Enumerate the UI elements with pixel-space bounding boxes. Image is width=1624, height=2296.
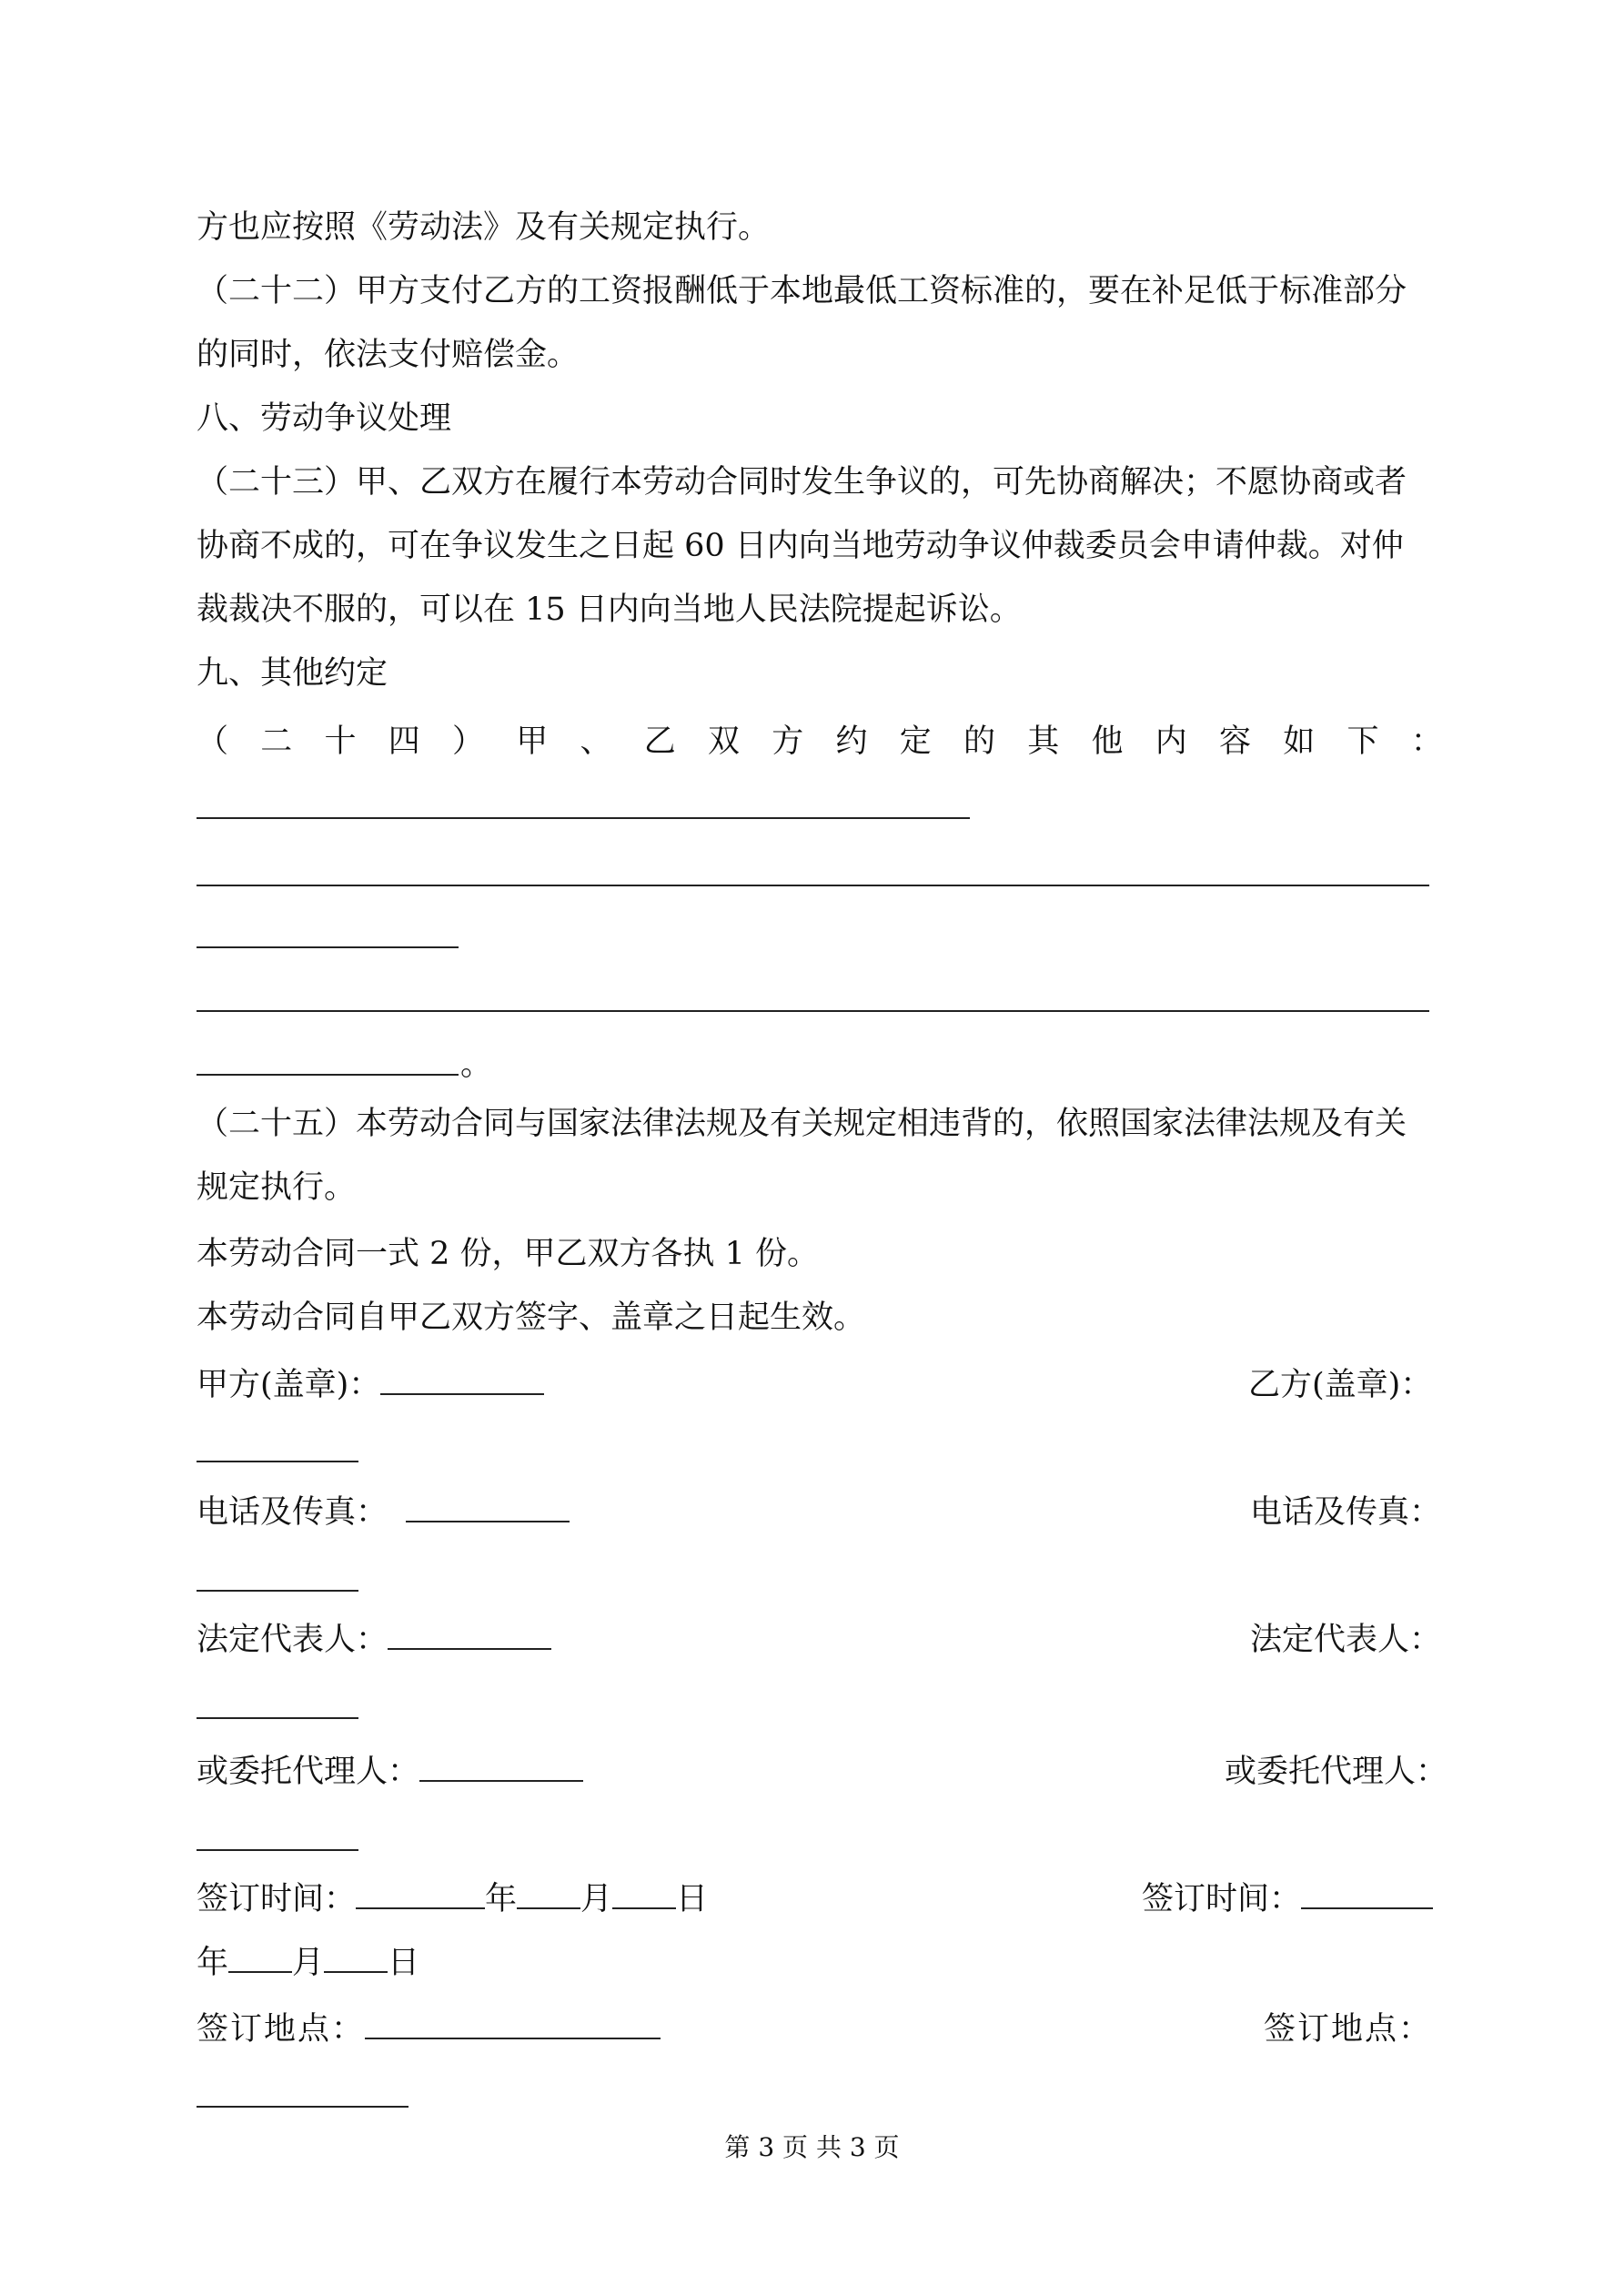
party-a-sign-place: 签订地点： bbox=[197, 2007, 661, 2052]
month-blank[interactable] bbox=[228, 1940, 292, 1973]
party-b-sign-date-cont: 年 月 日 bbox=[197, 1940, 419, 1986]
party-b-legal-rep-label: 法定代表人： bbox=[1250, 1622, 1442, 1658]
party-b-place-blank[interactable] bbox=[197, 2106, 409, 2108]
party-a-sign-date: 签订时间： 年 月 日 bbox=[197, 1876, 708, 1922]
clause-24-char: 四 bbox=[388, 723, 420, 760]
clause-22-line-1: （二十二）甲方支付乙方的工资报酬低于本地最低工资标准的，要在补足低于标准部分 bbox=[197, 273, 1407, 309]
party-a-agent-label: 或委托代理人： bbox=[197, 1749, 583, 1795]
party-b-seal-blank[interactable] bbox=[197, 1461, 358, 1462]
clause-23-line-1: （二十三）甲、乙双方在履行本劳动合同时发生争议的，可先协商解决；不愿协商或者 bbox=[197, 464, 1407, 501]
clause-24-char: 甲 bbox=[516, 723, 549, 760]
clause-24-char: 容 bbox=[1219, 723, 1252, 760]
clause-24-char: 方 bbox=[772, 723, 804, 760]
clause-24-char: 的 bbox=[963, 723, 996, 760]
party-b-sign-date: 签订时间： bbox=[1142, 1876, 1433, 1922]
party-b-phone-blank[interactable] bbox=[197, 1590, 358, 1592]
clause-24-char: 定 bbox=[899, 723, 932, 760]
party-a-seal-label: 甲方(盖章)： bbox=[197, 1362, 544, 1408]
clause-24-char: 双 bbox=[708, 723, 741, 760]
page-footer: 第 3 页 共 3 页 bbox=[724, 2132, 900, 2162]
clause-24-char: 乙 bbox=[643, 723, 676, 760]
clause-24-line bbox=[197, 719, 1443, 764]
clause-24-char: 下 bbox=[1347, 723, 1379, 760]
fill-in-blank[interactable] bbox=[197, 1074, 459, 1076]
fill-in-blank[interactable] bbox=[197, 946, 459, 948]
copies-clause: 本劳动合同一式 2 份，甲乙双方各执 1 份。 bbox=[197, 1236, 820, 1272]
day-blank[interactable] bbox=[612, 1876, 676, 1909]
clause-24-char: 其 bbox=[1027, 723, 1060, 760]
clause-23-line-3: 裁裁决不服的，可以在 15 日内向当地人民法院提起诉讼。 bbox=[197, 592, 1022, 628]
party-a-legal-rep-blank[interactable] bbox=[388, 1617, 551, 1650]
month-blank[interactable] bbox=[517, 1876, 580, 1909]
year-blank[interactable] bbox=[1301, 1876, 1433, 1909]
clause-22-line-2: 的同时，依法支付赔偿金。 bbox=[197, 337, 580, 373]
clause-24-char: 如 bbox=[1283, 723, 1316, 760]
party-b-sign-place-label: 签订地点： bbox=[1264, 2011, 1433, 2048]
clause-24-char: ： bbox=[1410, 723, 1443, 760]
party-a-legal-rep-label: 法定代表人： bbox=[197, 1617, 551, 1663]
fill-in-blank[interactable] bbox=[197, 817, 970, 819]
clause-24-end: 。 bbox=[460, 1047, 493, 1083]
clause-24-char: 他 bbox=[1091, 723, 1124, 760]
party-b-legal-rep-blank[interactable] bbox=[197, 1717, 358, 1719]
fill-in-blank[interactable] bbox=[197, 885, 1429, 886]
paragraph-line: 方也应按照《劳动法》及有关规定执行。 bbox=[197, 209, 771, 246]
party-a-phone-label: 电话及传真： bbox=[197, 1490, 570, 1535]
clause-23-line-2: 协商不成的，可在争议发生之日起 60 日内向当地劳动争议仲裁委员会申请仲裁。对仲 bbox=[197, 528, 1404, 564]
clause-24-char: ） bbox=[452, 723, 485, 760]
party-b-agent-label: 或委托代理人： bbox=[1225, 1754, 1448, 1790]
clause-24-char: 约 bbox=[835, 723, 868, 760]
clause-24-char: 、 bbox=[580, 723, 612, 760]
year-blank[interactable] bbox=[356, 1876, 485, 1909]
clause-24-char: 内 bbox=[1155, 723, 1187, 760]
place-blank[interactable] bbox=[365, 2007, 661, 2039]
clause-24-char: （ bbox=[197, 723, 229, 760]
clause-25-line-2: 规定执行。 bbox=[197, 1169, 357, 1206]
clause-24-char: 十 bbox=[324, 723, 357, 760]
party-a-seal-blank[interactable] bbox=[380, 1362, 544, 1395]
fill-in-blank[interactable] bbox=[197, 1010, 1429, 1012]
day-blank[interactable] bbox=[324, 1940, 388, 1973]
party-a-phone-blank[interactable] bbox=[406, 1490, 570, 1522]
effective-clause: 本劳动合同自甲乙双方签字、盖章之日起生效。 bbox=[197, 1300, 866, 1336]
party-b-phone-label: 电话及传真： bbox=[1250, 1494, 1442, 1531]
section-8-heading: 八、劳动争议处理 bbox=[197, 400, 452, 437]
party-b-seal-label: 乙方(盖章)： bbox=[1248, 1367, 1433, 1403]
party-b-agent-blank[interactable] bbox=[197, 1849, 358, 1851]
clause-24-char: 二 bbox=[260, 723, 293, 760]
clause-25-line-1: （二十五）本劳动合同与国家法律法规及有关规定相违背的，依照国家法律法规及有关 bbox=[197, 1106, 1407, 1142]
section-9-heading: 九、其他约定 bbox=[197, 655, 388, 692]
party-a-agent-blank[interactable] bbox=[419, 1749, 583, 1782]
